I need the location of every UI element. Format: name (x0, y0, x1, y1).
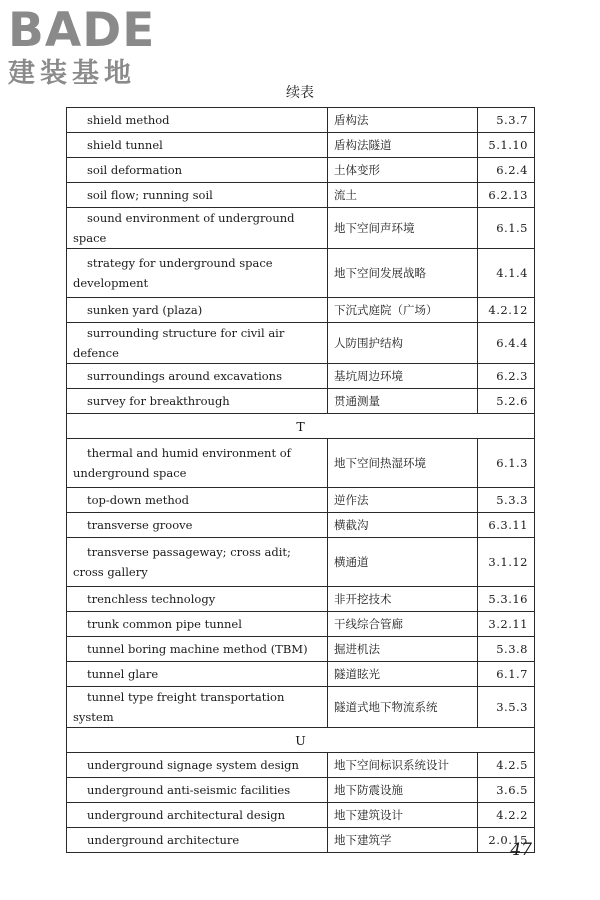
table-row (67, 389, 535, 414)
table-row (67, 364, 535, 389)
chinese-term: 基坑周边环境 (328, 364, 478, 389)
english-term: surroundings around excavations (67, 364, 328, 389)
clause-number: 2.0.15 (478, 828, 535, 853)
chinese-term: 下沉式庭院（广场） (328, 298, 478, 323)
english-term: transverse groove (67, 513, 328, 538)
clause-number: 4.1.4 (478, 249, 535, 298)
clause-number: 4.2.12 (478, 298, 535, 323)
table-row (67, 612, 535, 637)
english-term: underground signage system design (67, 753, 328, 778)
chinese-term: 盾构法隧道 (328, 133, 478, 158)
english-term: thermal and humid environment of underground space (67, 439, 328, 488)
chinese-term: 干线综合管廊 (328, 612, 478, 637)
table-row (67, 108, 535, 133)
english-term: top-down method (67, 488, 328, 513)
logo-subtitle: 建装基地 (8, 58, 136, 89)
clause-number: 6.3.11 (478, 513, 535, 538)
chinese-term: 横截沟 (328, 513, 478, 538)
chinese-term: 地下空间热湿环境 (328, 439, 478, 488)
clause-number: 3.1.12 (478, 538, 535, 587)
table-row (67, 513, 535, 538)
glossary-body (67, 108, 535, 853)
english-term: sound environment of underground space (67, 208, 328, 249)
clause-number: 6.2.13 (478, 183, 535, 208)
chinese-term: 横通道 (328, 538, 478, 587)
table-row (67, 249, 535, 298)
clause-number: 6.1.5 (478, 208, 535, 249)
english-term: underground anti-seismic facilities (67, 778, 328, 803)
english-term: underground architectural design (67, 803, 328, 828)
clause-number: 5.3.3 (478, 488, 535, 513)
english-term: tunnel type freight transportation system (67, 687, 328, 728)
section-letter: U (67, 728, 535, 753)
clause-number: 6.2.4 (478, 158, 535, 183)
chinese-term: 地下防震设施 (328, 778, 478, 803)
table-row (67, 538, 535, 587)
english-term: tunnel boring machine method (TBM) (67, 637, 328, 662)
logo-wordmark: BADE (8, 3, 156, 58)
table-row (67, 687, 535, 728)
table-row (67, 753, 535, 778)
table-row (67, 803, 535, 828)
clause-number: 5.2.6 (478, 389, 535, 414)
chinese-term: 盾构法 (328, 108, 478, 133)
clause-number: 4.2.2 (478, 803, 535, 828)
page-number: 47 (510, 840, 532, 860)
clause-number: 6.2.3 (478, 364, 535, 389)
chinese-term: 地下建筑设计 (328, 803, 478, 828)
english-term: shield method (67, 108, 328, 133)
english-term: tunnel glare (67, 662, 328, 687)
table-row (67, 662, 535, 687)
clause-number: 6.1.7 (478, 662, 535, 687)
chinese-term: 地下空间标识系统设计 (328, 753, 478, 778)
clause-number: 3.5.3 (478, 687, 535, 728)
clause-number: 3.6.5 (478, 778, 535, 803)
table-row (67, 208, 535, 249)
table-row (67, 183, 535, 208)
clause-number: 6.1.3 (478, 439, 535, 488)
clause-number: 5.3.16 (478, 587, 535, 612)
table-row (67, 439, 535, 488)
english-term: transverse passageway; cross adit; cross gallery (67, 538, 328, 587)
english-term: strategy for underground space development (67, 249, 328, 298)
clause-number: 5.1.10 (478, 133, 535, 158)
section-letter-row (67, 728, 535, 753)
chinese-term: 贯通测量 (328, 389, 478, 414)
clause-number: 5.3.7 (478, 108, 535, 133)
chinese-term: 地下建筑学 (328, 828, 478, 853)
english-term: soil flow; running soil (67, 183, 328, 208)
table-row (67, 488, 535, 513)
clause-number: 3.2.11 (478, 612, 535, 637)
chinese-term: 土体变形 (328, 158, 478, 183)
table-row (67, 158, 535, 183)
table-row (67, 637, 535, 662)
glossary-table (66, 107, 535, 853)
logo (8, 3, 178, 90)
english-term: trenchless technology (67, 587, 328, 612)
chinese-term: 地下空间发展战略 (328, 249, 478, 298)
chinese-term: 流土 (328, 183, 478, 208)
table-caption: 续表 (286, 85, 314, 101)
clause-number: 6.4.4 (478, 323, 535, 364)
clause-number: 5.3.8 (478, 637, 535, 662)
english-term: survey for breakthrough (67, 389, 328, 414)
chinese-term: 非开挖技术 (328, 587, 478, 612)
english-term: sunken yard (plaza) (67, 298, 328, 323)
table-row (67, 323, 535, 364)
clause-number: 4.2.5 (478, 753, 535, 778)
table-row (67, 298, 535, 323)
chinese-term: 人防围护结构 (328, 323, 478, 364)
english-term: soil deformation (67, 158, 328, 183)
english-term: surrounding structure for civil air defence (67, 323, 328, 364)
section-letter: T (67, 414, 535, 439)
english-term: underground architecture (67, 828, 328, 853)
chinese-term: 掘进机法 (328, 637, 478, 662)
chinese-term: 地下空间声环境 (328, 208, 478, 249)
chinese-term: 隧道眩光 (328, 662, 478, 687)
table-row (67, 828, 535, 853)
table-row (67, 587, 535, 612)
section-letter-row (67, 414, 535, 439)
english-term: shield tunnel (67, 133, 328, 158)
english-term: trunk common pipe tunnel (67, 612, 328, 637)
chinese-term: 隧道式地下物流系统 (328, 687, 478, 728)
chinese-term: 逆作法 (328, 488, 478, 513)
table-row (67, 133, 535, 158)
table-row (67, 778, 535, 803)
